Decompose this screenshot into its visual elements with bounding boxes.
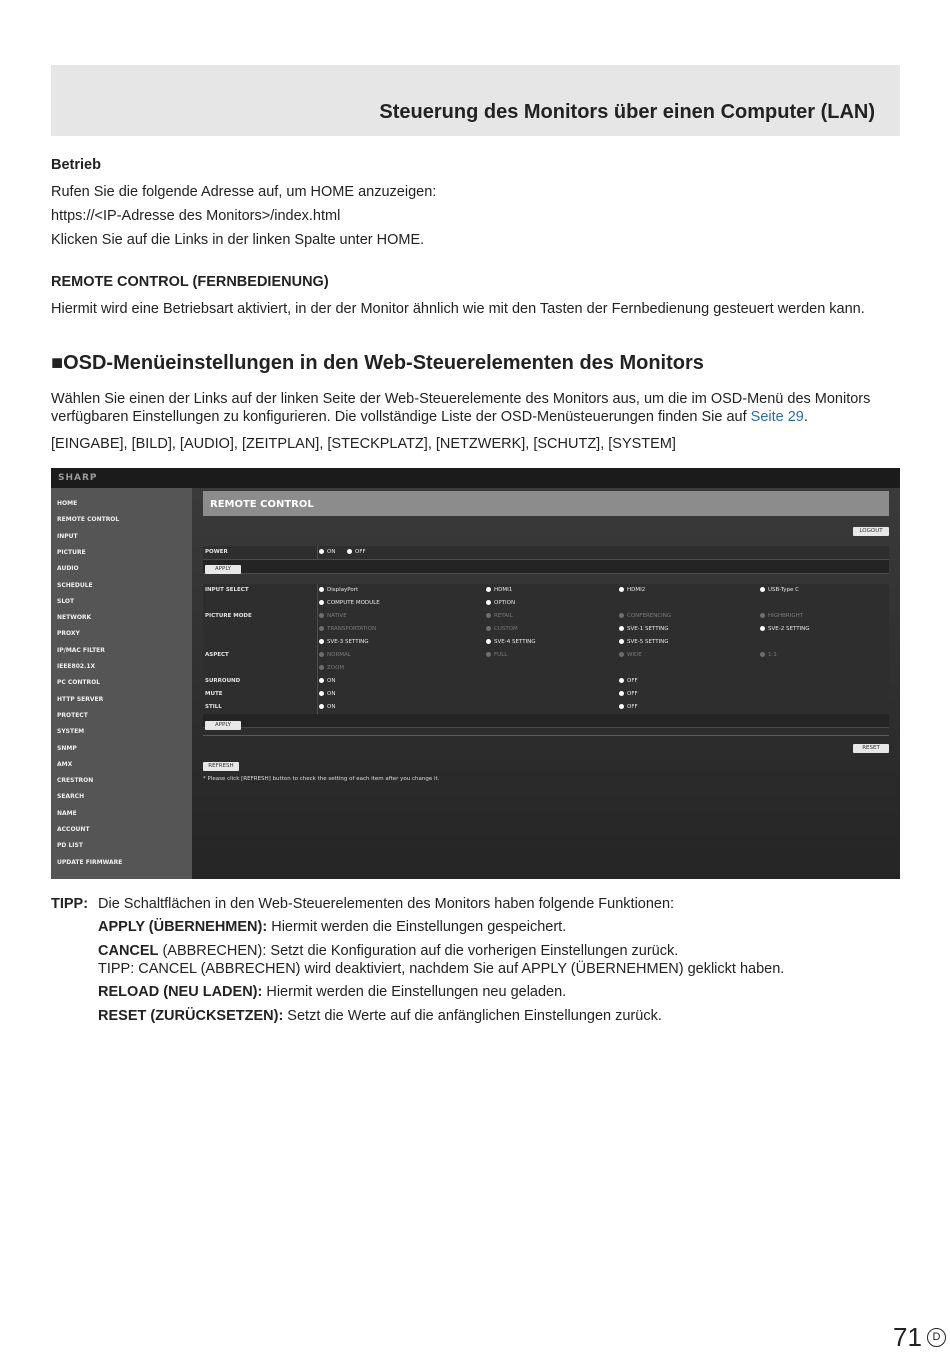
aspect-row-2 — [203, 662, 889, 676]
aspect-1to1-radio[interactable] — [760, 652, 777, 658]
mode-sve5-radio[interactable] — [619, 639, 669, 645]
betrieb-url: https://<IP-Adresse des Monitors>/index.html — [51, 208, 341, 224]
mode-label: TRANSPORTATION — [327, 626, 377, 632]
aspect-option-label: ZOOM — [327, 665, 345, 671]
betrieb-line-1: Rufen Sie die folgende Adresse auf, um HOME anzuzeigen: — [51, 184, 437, 200]
surround-row — [203, 675, 889, 689]
mode-label: SVE-2 SETTING — [768, 626, 810, 632]
sidebar-item-ip-mac-filter[interactable]: IP/MAC FILTER — [57, 646, 105, 654]
aspect-option-label: WIDE — [627, 652, 642, 658]
mode-label: CONFERENCING — [627, 613, 672, 619]
tipp-reset — [98, 1007, 662, 1025]
page-number: 71 — [893, 1322, 922, 1352]
web-control-screenshot — [51, 468, 900, 879]
remote-text: Hiermit wird eine Betriebsart aktiviert, in der der Monitor ähnlich wie mit den Tasten der Fernbedienung gesteuert werden kann. — [51, 301, 865, 317]
input-option-label: HDMI2 — [627, 587, 646, 593]
sidebar-item-proxy[interactable]: PROXY — [57, 630, 80, 638]
betrieb-heading: Betrieb — [51, 157, 101, 173]
sidebar-item-search[interactable]: SEARCH — [57, 793, 85, 801]
power-apply-row — [203, 560, 889, 574]
on-label: ON — [327, 704, 336, 710]
betrieb-line-3: Klicken Sie auf die Links in der linken Spalte unter HOME. — [51, 232, 425, 248]
surround-on-radio[interactable] — [319, 678, 335, 684]
refresh-button[interactable]: REFRESH — [203, 762, 239, 771]
reload-desc: Hiermit werden die Einstellungen neu geladen. — [262, 984, 567, 1000]
off-label: OFF — [627, 678, 638, 684]
osd-paragraph — [51, 390, 901, 426]
power-row — [203, 546, 889, 560]
remote-control-title: REMOTE CONTROL — [210, 499, 314, 510]
tipp-intro: Die Schaltflächen in den Web-Steuerelementen des Monitors haben folgende Funktionen: — [98, 896, 675, 912]
input-select-label: INPUT SELECT — [205, 587, 249, 593]
sidebar-item-crestron[interactable]: CRESTRON — [57, 777, 94, 785]
sidebar-item-http-server[interactable]: HTTP SERVER — [57, 695, 104, 703]
settings-apply-row — [203, 714, 889, 728]
settings-apply-button[interactable]: APPLY — [205, 721, 241, 730]
input-hdmi2-radio[interactable] — [619, 587, 645, 593]
input-option-radio[interactable] — [486, 600, 515, 606]
aspect-row-1 — [203, 649, 889, 663]
seite-29-link[interactable]: Seite 29 — [750, 409, 804, 425]
sidebar-item-input[interactable]: INPUT — [57, 532, 78, 540]
input-option-label: DisplayPort — [327, 587, 359, 593]
mute-on-radio[interactable] — [319, 691, 335, 697]
aspect-wide-radio[interactable] — [619, 652, 642, 658]
mode-sve1-radio[interactable] — [619, 626, 669, 632]
mode-sve2-radio[interactable] — [760, 626, 810, 632]
still-on-radio[interactable] — [319, 704, 335, 710]
mode-retail-radio[interactable] — [486, 613, 513, 619]
surround-off-radio[interactable] — [619, 678, 638, 684]
osd-para-text: Wählen Sie einen der Links auf der linken Seite der Web-Steuerelemente des Monitors aus, um die im OSD-Menü des Monitors verfügbaren Einstellungen zu konfigurieren. Die vollständige Liste der OSD-Menüsteuerungen finden Sie auf — [51, 391, 871, 425]
sidebar-item-slot[interactable]: SLOT — [57, 597, 75, 605]
osd-menu-list: [EINGABE], [BILD], [AUDIO], [ZEITPLAN], [STECKPLATZ], [NETZWERK], [SCHUTZ], [SYSTEM] — [51, 436, 676, 452]
tipp-cancel-note: TIPP: CANCEL (ABBRECHEN) wird deaktiviert, nachdem Sie auf APPLY (ÜBERNEHMEN) geklickt haben. — [98, 961, 785, 977]
picture-row-2 — [203, 623, 889, 637]
power-label: POWER — [205, 549, 228, 555]
sidebar-item-snmp[interactable]: SNMP — [57, 744, 77, 752]
tipp-apply — [98, 918, 566, 936]
aspect-full-radio[interactable] — [486, 652, 507, 658]
on-label: ON — [327, 691, 336, 697]
mode-transportation-radio[interactable] — [319, 626, 376, 632]
cancel-desc: (ABBRECHEN): Setzt die Konfiguration auf die vorherigen Einstellungen zurück. — [158, 943, 679, 959]
sidebar-item-amx[interactable]: AMX — [57, 760, 73, 768]
screenshot-topbar — [51, 468, 900, 488]
mode-sve3-radio[interactable] — [319, 639, 369, 645]
mode-label: CUSTOM — [494, 626, 518, 632]
header-bar — [51, 65, 900, 136]
picture-row-1 — [203, 610, 889, 624]
mode-label: RETAIL — [494, 613, 513, 619]
input-displayport-radio[interactable] — [319, 587, 358, 593]
off-label: OFF — [627, 704, 638, 710]
aspect-option-label: 1:1 — [768, 652, 777, 658]
input-option-label: HDMI1 — [494, 587, 513, 593]
mute-off-radio[interactable] — [619, 691, 638, 697]
mute-label: MUTE — [205, 691, 223, 697]
power-on-radio[interactable] — [319, 549, 335, 555]
mode-label: NATIVE — [327, 613, 347, 619]
power-on-label: ON — [327, 549, 336, 555]
mode-conferencing-radio[interactable] — [619, 613, 671, 619]
mode-label: SVE-4 SETTING — [494, 639, 536, 645]
mode-custom-radio[interactable] — [486, 626, 518, 632]
tipp-label: TIPP: — [51, 896, 89, 912]
on-label: ON — [327, 678, 336, 684]
picture-row-3 — [203, 636, 889, 650]
still-label: STILL — [205, 704, 222, 710]
tipp-reload — [98, 983, 566, 1001]
aspect-normal-radio[interactable] — [319, 652, 351, 658]
osd-para-end: . — [803, 409, 808, 425]
power-apply-button[interactable]: APPLY — [205, 565, 241, 574]
input-row-2 — [203, 597, 889, 611]
input-option-label: USB-Type C — [768, 587, 799, 593]
aspect-option-label: NORMAL — [327, 652, 351, 658]
power-off-radio[interactable] — [347, 549, 366, 555]
sidebar-item-audio[interactable]: AUDIO — [57, 565, 79, 573]
sharp-logo: SHARP — [58, 473, 98, 483]
input-compute-module-radio[interactable] — [319, 600, 380, 606]
refresh-note: * Please click [REFRESH] button to check the setting of each item after you change it. — [203, 776, 440, 782]
apply-term: APPLY (ÜBERNEHMEN): — [98, 919, 268, 935]
mode-label: SVE-5 SETTING — [627, 639, 669, 645]
surround-label: SURROUND — [205, 678, 241, 684]
page-title: Steuerung des Monitors über einen Computer (LAN) — [379, 101, 875, 123]
mode-label: HIGHBRIGHT — [768, 613, 804, 619]
sidebar-item-ieee802-1x[interactable]: IEEE802.1X — [57, 663, 96, 670]
sidebar-item-pd-list[interactable]: PD LIST — [57, 842, 83, 850]
sidebar-item-remote-control[interactable]: REMOTE CONTROL — [57, 516, 120, 524]
language-mark: D — [927, 1328, 946, 1347]
reload-term: RELOAD (NEU LADEN): — [98, 984, 263, 1000]
still-row — [203, 701, 889, 715]
divider — [203, 735, 889, 736]
sidebar-item-picture[interactable]: PICTURE — [57, 548, 86, 556]
reset-desc: Setzt die Werte auf die anfänglichen Einstellungen zurück. — [283, 1008, 662, 1024]
reset-term: RESET (ZURÜCKSETZEN): — [98, 1008, 284, 1024]
input-usbc-radio[interactable] — [760, 587, 799, 593]
still-off-radio[interactable] — [619, 704, 638, 710]
aspect-option-label: FULL — [494, 652, 508, 658]
screenshot-main — [192, 488, 900, 879]
sidebar-item-network[interactable]: NETWORK — [57, 614, 92, 622]
sidebar-item-schedule[interactable]: SCHEDULE — [57, 581, 93, 589]
input-hdmi1-radio[interactable] — [486, 587, 512, 593]
mode-native-radio[interactable] — [319, 613, 347, 619]
sidebar-item-update-firmware[interactable]: UPDATE FIRMWARE — [57, 858, 123, 866]
input-option-label: COMPUTE MODULE — [327, 600, 380, 606]
mute-row — [203, 688, 889, 702]
aspect-label: ASPECT — [205, 652, 229, 658]
picture-mode-label: PICTURE MODE — [205, 613, 252, 619]
power-off-label: OFF — [355, 549, 366, 555]
tipp-cancel — [98, 942, 678, 960]
aspect-zoom-radio[interactable] — [319, 665, 344, 671]
mode-highbright-radio[interactable] — [760, 613, 803, 619]
mode-label: SVE-1 SETTING — [627, 626, 669, 632]
osd-heading: ■OSD-Menüeinstellungen in den Web-Steuerelementen des Monitors — [51, 352, 704, 374]
apply-desc: Hiermit werden die Einstellungen gespeichert. — [267, 919, 567, 935]
sidebar-item-pc-control[interactable]: PC CONTROL — [57, 679, 101, 687]
off-label: OFF — [627, 691, 638, 697]
remote-control-titlebar — [203, 491, 889, 516]
mode-sve4-radio[interactable] — [486, 639, 536, 645]
mode-label: SVE-3 SETTING — [327, 639, 369, 645]
reset-button[interactable]: RESET — [853, 744, 889, 753]
remote-heading: REMOTE CONTROL (FERNBEDIENUNG) — [51, 274, 329, 290]
sidebar-item-system[interactable]: SYSTEM — [57, 728, 85, 736]
sidebar-item-account[interactable]: ACCOUNT — [57, 826, 90, 833]
logout-button[interactable]: LOGOUT — [853, 527, 889, 536]
sidebar-item-name[interactable]: NAME — [57, 809, 77, 817]
sidebar-item-protect[interactable]: PROTECT — [57, 711, 88, 719]
input-row-1 — [203, 584, 889, 598]
screenshot-sidebar — [51, 488, 192, 879]
cancel-term: CANCEL — [98, 943, 159, 959]
input-option-label: OPTION — [494, 600, 516, 606]
sidebar-item-home[interactable]: HOME — [57, 500, 78, 507]
